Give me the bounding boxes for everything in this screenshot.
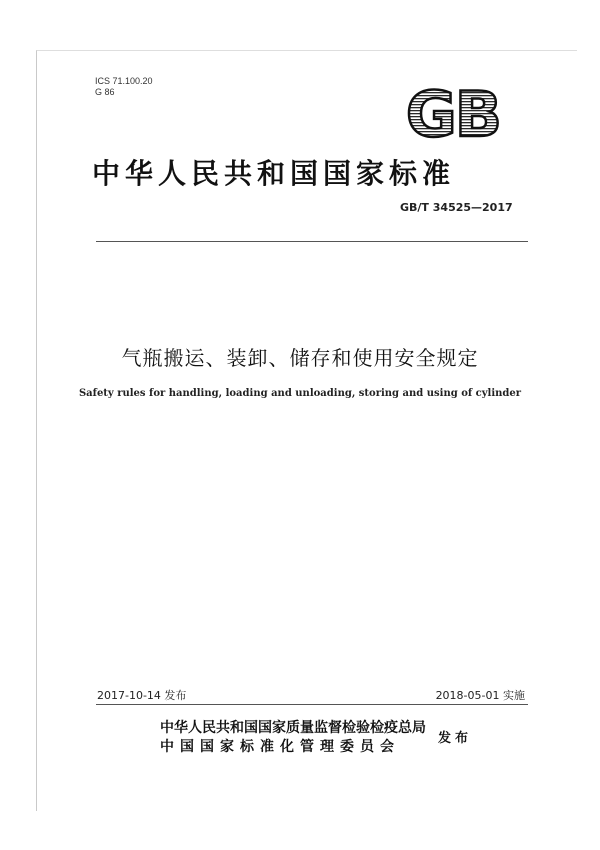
implementation-date: 2018-05-01 实施 bbox=[435, 689, 525, 702]
issue-date: 2017-10-14 发布 bbox=[97, 689, 187, 702]
publisher-sac: 中国国家标准化管理委员会 bbox=[160, 739, 400, 755]
gb-logo-text: GB bbox=[405, 80, 501, 146]
gb-logo bbox=[398, 80, 508, 146]
document-title-english: Safety rules for handling, loading and unloading, storing and using of cylinder bbox=[78, 388, 522, 399]
standard-number: GB/T 34525—2017 bbox=[400, 201, 513, 214]
header-divider bbox=[96, 241, 528, 242]
publish-label: 发布 bbox=[438, 731, 473, 746]
classification-codes bbox=[95, 76, 153, 98]
footer-divider bbox=[96, 704, 528, 705]
ccs-code: G 86 bbox=[95, 87, 115, 97]
ics-code: ICS 71.100.20 bbox=[95, 76, 153, 86]
document-title-chinese: 气瓶搬运、装卸、储存和使用安全规定 bbox=[121, 346, 479, 370]
standard-title: 中华人民共和国国家标准 bbox=[92, 157, 456, 190]
publisher-aqsiq: 中华人民共和国国家质量监督检验检疫总局 bbox=[160, 720, 426, 736]
